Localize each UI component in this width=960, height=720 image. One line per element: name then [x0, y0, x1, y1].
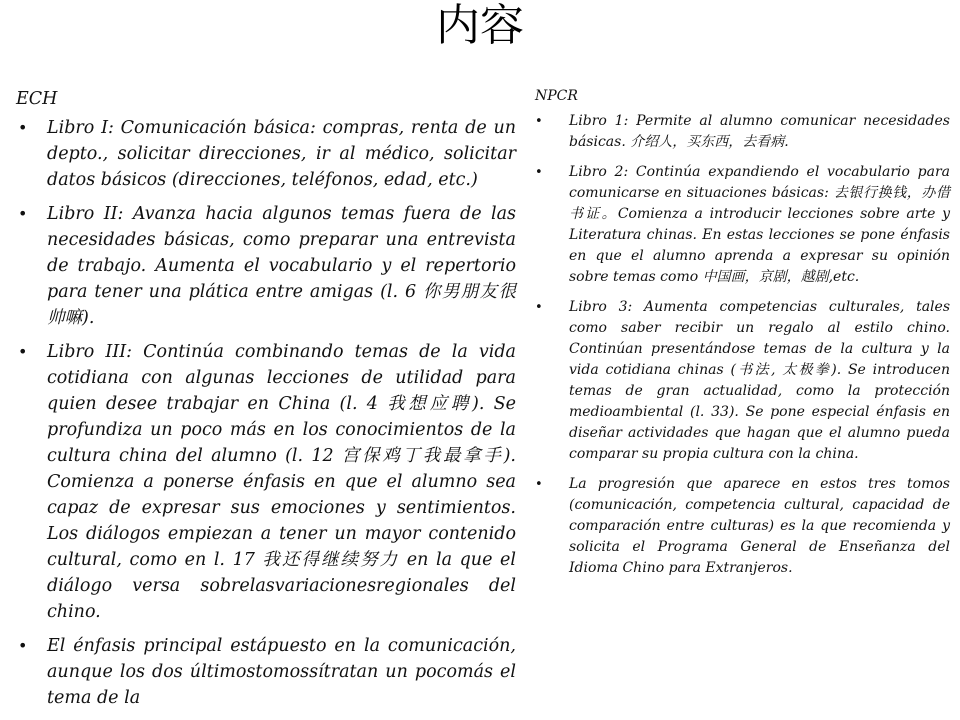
npcr-bullet-list [535, 111, 950, 579]
ech-item-libro-2 [16, 201, 516, 331]
ech-item-text: El énfasis principal estápuesto en la comunicación, aunque los dos últimostomossítratan un pocomás el tema de la [47, 636, 516, 708]
slide-title: 内容 [436, 0, 524, 51]
npcr-item-libro-1 [535, 111, 950, 153]
ech-bullet-list [16, 115, 516, 711]
ech-item-libro-3 [16, 339, 516, 625]
bullet-icon: • [18, 342, 28, 361]
bullet-icon: • [535, 300, 543, 315]
npcr-item-text: Libro 3: Aumenta competencias culturales, tales como saber recibir un regalo al estilo chino. Continúan presentándose temas de la cultura y la vida cotidiana chinas (书法, 太极拳). Se introducen temas de gran actualidad, como la protección medioambiental (l. 33). Se pone especial énfasis en diseñar actividades que hagan que el alumno pueda comparar su propia cultura con la china. [569, 299, 950, 462]
program-title: Programa General de Enseñanza del Idioma Chino para Extranjeros [569, 539, 950, 576]
bullet-icon: • [18, 118, 28, 137]
ech-label: ECH [16, 89, 58, 109]
ech-item-text: Libro III: Continúa combinando temas de la vida cotidiana con algunas lecciones de utilidad para quien desee trabajar en China (l. 4 我想应聘). Se profundiza un poco más en los conocimientos de la cultura china del alumno (l. 12 宫保鸡丁我最拿手). Comienza a ponerse énfasis en que el alumno sea capaz de expresar sus emociones y sentimientos. Los diálogos empiezan a tener un mayor contenido cultural, como en l. 17 我还得继续努力 en la que el diálogo versa sobrelasvariacionesregionales del chino. [47, 342, 516, 622]
npcr-item-text: Libro 1: Permite al alumno comunicar necesidades básicas. 介绍人，买东西，去看病. [569, 113, 950, 150]
npcr-item-end: . [788, 560, 793, 576]
npcr-item-text: Libro 2: Continúa expandiendo el vocabulario para comunicarse en situaciones básicas: 去银行换钱，办借书证。Comienza a introducir lecciones sobre arte y Literatura chinas. En estas lecciones se pone énfasis en que el alumno aprenda a expresar su opinión sobre temas como 中国画，京剧，越剧,etc. [569, 164, 950, 285]
npcr-label: NPCR [535, 88, 578, 104]
bullet-icon: • [535, 165, 543, 180]
npcr-item-libro-2 [535, 162, 950, 288]
bullet-icon: • [18, 636, 28, 655]
ech-item-text: Libro I: Comunicación básica: compras, renta de un depto., solicitar direcciones, ir al médico, solicitar datos básicos (direcciones, teléfonos, edad, etc.) [47, 118, 516, 190]
npcr-column [535, 86, 950, 588]
bullet-icon: • [18, 204, 28, 223]
ech-item-enfasis [16, 633, 516, 711]
npcr-item-progresion [535, 474, 950, 579]
bullet-icon: • [535, 114, 543, 129]
npcr-item-text: La progresión que aparece en estos tres tomos (comunicación, competencia cultural, capacidad de comparación entre culturas) es la que recomienda y solicita el [569, 476, 950, 555]
npcr-item-libro-3 [535, 297, 950, 465]
ech-column [16, 86, 516, 719]
bullet-icon: • [535, 477, 543, 492]
ech-item-libro-1 [16, 115, 516, 193]
ech-item-text: Libro II: Avanza hacia algunos temas fuera de las necesidades básicas, como preparar una entrevista de trabajo. Aumenta el vocabulario y el repertorio para tener una plática entre amigas (l. 6 你男朋友很帅嘛). [47, 204, 516, 328]
